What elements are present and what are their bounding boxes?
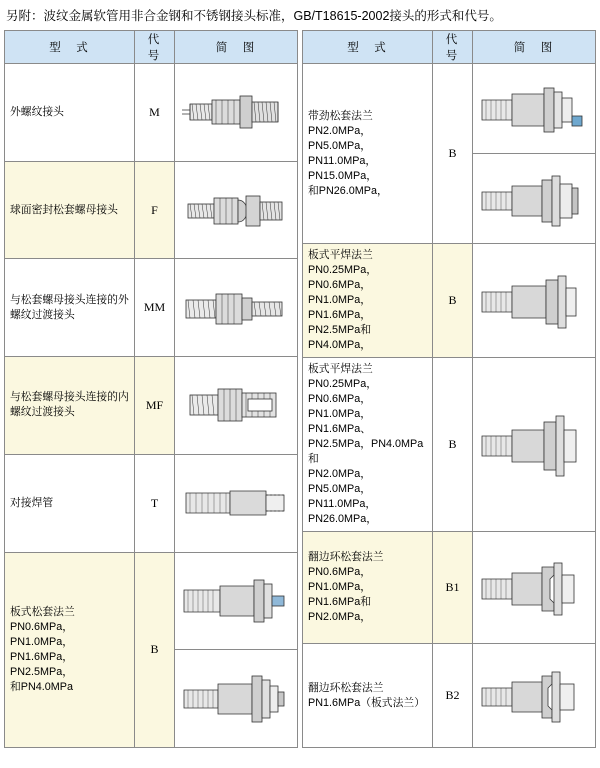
row-figure-cell [175, 357, 298, 455]
row-figure-cell [175, 64, 298, 162]
header-type-left: 型 式 [5, 31, 135, 64]
female-transition-fitting-figure [175, 373, 297, 437]
table-row [5, 454, 298, 552]
row-type-cell [5, 454, 135, 552]
butt-weld-pipe-figure [175, 471, 297, 535]
header-figure-right: 简 图 [473, 31, 596, 64]
row-type-text: 与松套螺母接头连接的内螺纹过渡接头 [10, 391, 129, 419]
row-figure-cell [175, 552, 298, 650]
plate-flat-weld-flange-figure [473, 264, 595, 338]
table-row [303, 358, 596, 532]
row-code-cell: B [135, 552, 175, 747]
header-type-right: 型 式 [303, 31, 433, 64]
row-code-cell: MF [135, 357, 175, 455]
row-figure-cell [473, 244, 596, 358]
row-code-cell: B [433, 64, 473, 244]
row-figure-cell [473, 644, 596, 748]
left-table-header-row [5, 31, 298, 64]
ribbed-loose-flange-figure-alt [473, 162, 595, 236]
row-type-text: 与松套螺母接头连接的外螺纹过渡接头 [10, 293, 129, 321]
spherical-seal-union-nut-figure [175, 178, 297, 242]
plate-flat-weld-flange-2-figure [473, 402, 595, 488]
row-figure-cell [473, 64, 596, 154]
table-row [5, 64, 298, 162]
male-thread-fitting-figure [175, 80, 297, 144]
header-code-right: 代 号 [433, 31, 473, 64]
row-figure-cell [473, 154, 596, 244]
row-type-cell [5, 64, 135, 162]
male-transition-fitting-figure [175, 276, 297, 340]
row-figure-cell [473, 358, 596, 532]
row-type-cell [5, 357, 135, 455]
row-code-cell: F [135, 161, 175, 259]
row-code-cell: T [135, 454, 175, 552]
row-figure-cell [473, 532, 596, 644]
row-type-text: 球面密封松套螺母接头 [10, 203, 118, 216]
row-type-cell [5, 259, 135, 357]
row-type-cell [303, 358, 433, 532]
row-type-cell [303, 532, 433, 644]
row-code-cell: B [433, 244, 473, 358]
table-row [5, 357, 298, 455]
row-type-cell [303, 64, 433, 244]
row-figure-cell [175, 650, 298, 748]
left-table [4, 30, 298, 748]
row-code-cell: B [433, 358, 473, 532]
row-type-text: 板式平焊法兰 PN0.25MPa，PN0.6MPa， PN1.0MPa，PN1.6MPa， PN2.5MPa和PN4.0MPa， [308, 249, 378, 351]
table-row [5, 259, 298, 357]
plate-loose-flange-figure-alt [175, 664, 297, 734]
header-code-left: 代 号 [135, 31, 175, 64]
row-figure-cell [175, 161, 298, 259]
flanged-ring-loose-flange-figure [473, 545, 595, 631]
row-type-cell [303, 644, 433, 748]
row-code-cell: MM [135, 259, 175, 357]
row-figure-cell [175, 259, 298, 357]
right-table-header-row [303, 31, 596, 64]
row-type-text: 对接焊管 [10, 496, 54, 509]
row-type-text: 翻边环松套法兰 PN1.6MPa（板式法兰） [308, 681, 425, 709]
right-table [302, 30, 596, 748]
row-type-cell [303, 244, 433, 358]
plate-loose-flange-figure [175, 566, 297, 636]
table-row [303, 644, 596, 748]
row-type-cell [5, 161, 135, 259]
row-type-text: 板式平焊法兰 PN0.25MPa，PN0.6MPa， PN1.0MPa，PN1.6MPa、 PN2.5MPa，PN4.0MPa和 PN2.0MPa，PN5.0MPa， PN11.0MPa，PN26.0MPa， [308, 363, 424, 525]
table-row [303, 64, 596, 154]
row-code-cell: M [135, 64, 175, 162]
row-type-text: 翻边环松套法兰 PN0.6MPa，PN1.0MPa， PN1.6MPa和PN2.0MPa， [308, 551, 384, 623]
row-type-text: 板式松套法兰 PN0.6MPa，PN1.0MPa， PN1.6MPa，PN2.5MPa， 和PN4.0MPa [10, 605, 75, 693]
table-row [303, 532, 596, 644]
table-row [5, 552, 298, 650]
row-code-cell: B2 [433, 644, 473, 748]
row-code-cell: B1 [433, 532, 473, 644]
row-figure-cell [175, 454, 298, 552]
table-row [303, 244, 596, 358]
flanged-ring-loose-flange-b2-figure [473, 656, 595, 736]
row-type-text: 带劲松套法兰 PN2.0MPa，PN5.0MPa， PN11.0MPa，PN15.0MPa， 和PN26.0MPa， [308, 109, 388, 197]
table-row [5, 161, 298, 259]
row-type-text: 外螺纹接头 [10, 105, 64, 118]
ribbed-loose-flange-figure [473, 72, 595, 146]
header-figure-left: 简 图 [175, 31, 298, 64]
row-type-cell [5, 552, 135, 747]
tables-container [4, 30, 596, 748]
page-title: 另附：波纹金属软管用非合金钢和不锈钢接头标准，GB/T18615-2002接头的形式和代号。 [6, 9, 502, 23]
